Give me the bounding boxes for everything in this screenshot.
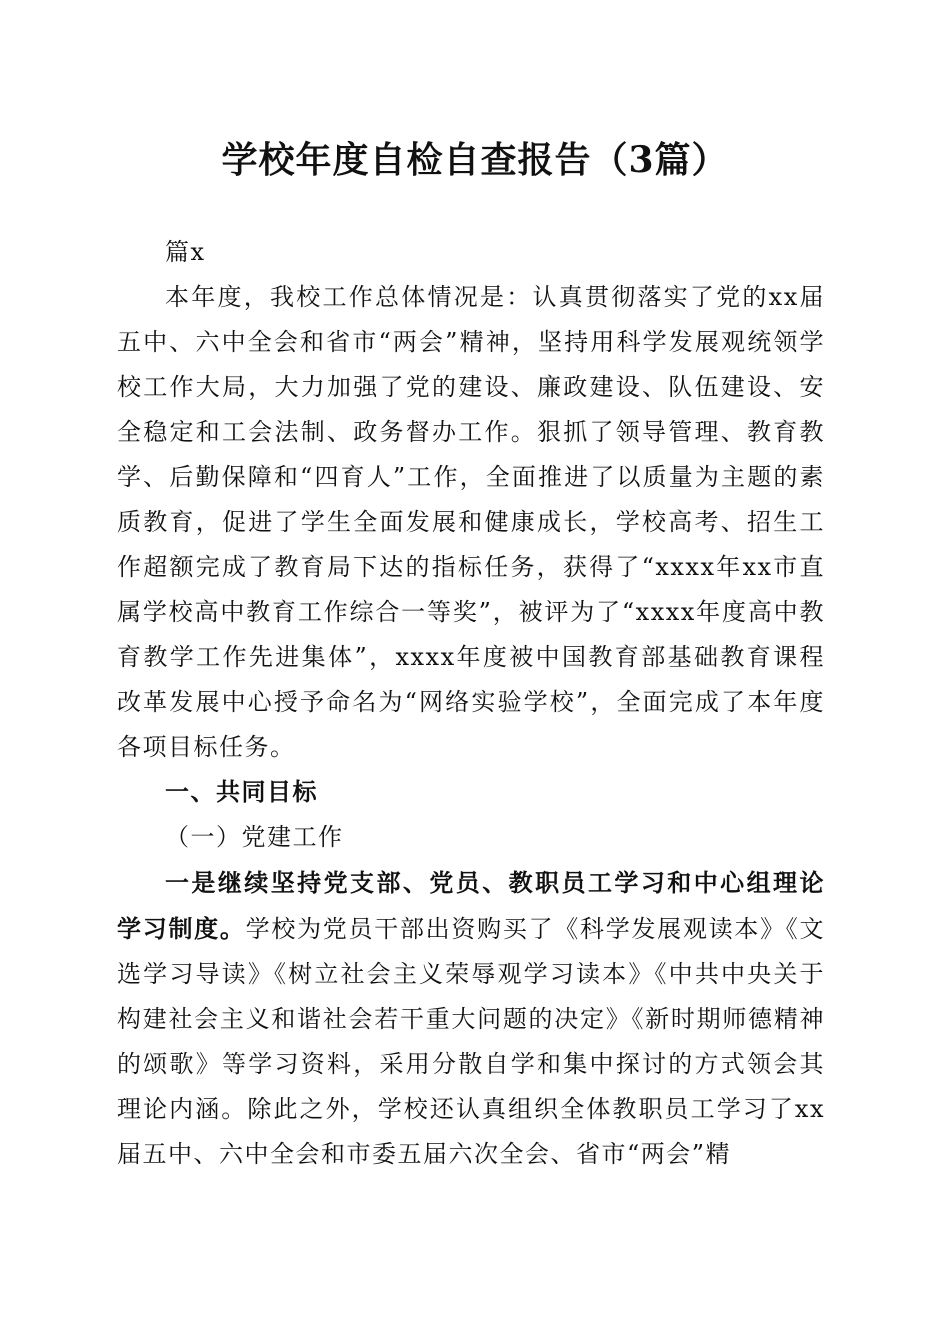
subsection-heading: （一）党建工作 <box>165 823 344 851</box>
document-title: 学校年度自检自查报告（3篇） <box>221 139 729 181</box>
section-heading: 一、共同目标 <box>165 778 318 806</box>
intro-paragraph: 本年度，我校工作总体情况是：认真贯彻落实了党的xx届五中、六中全会和省市“两会”精神，坚持用科学发展观统领学校工作大局，大力加强了党的建设、廉政建设、队伍建设、安全稳定和工会法制、政务督办工作。狠抓了领导管理、教育教学、后勤保障和“四育人”工作，全面推进了以质量为主题的素质教育，促进了学生全面发展和健康成长，学校高考、招生工作超额完成了教育局下达的指标任务，获得了“xxxx年xx市直属学校高中教育工作综合一等奖”，被评为了“xxxx年度高中教育教学工作先进集体”，xxxx年度被中国教育部基础教育课程改革发展中心授予命名为“网络实验学校”，全面完成了本年度各项目标任务。 <box>117 283 825 761</box>
part-label: 篇x <box>165 238 206 266</box>
point-paragraph <box>117 860 825 1177</box>
document-body <box>117 230 825 1177</box>
point-lead: 一是继续坚持党支部、党员、教职员工学习和中心组理论学习制度。 <box>117 868 825 943</box>
point-body: 学校为党员干部出资购买了《科学发展观读本》《文选学习导读》《树立社会主义荣辱观学习读本》《中共中央关于构建社会主义和谐社会若干重大问题的决定》《新时期师德精神的颂歌》等学习资料，采用分散自学和集中探讨的方式领会其理论内涵。除此之外，学校还认真组织全体教职员工学习了xx届五中、六中全会和市委五届六次全会、省市“两会”精 <box>117 915 826 1168</box>
